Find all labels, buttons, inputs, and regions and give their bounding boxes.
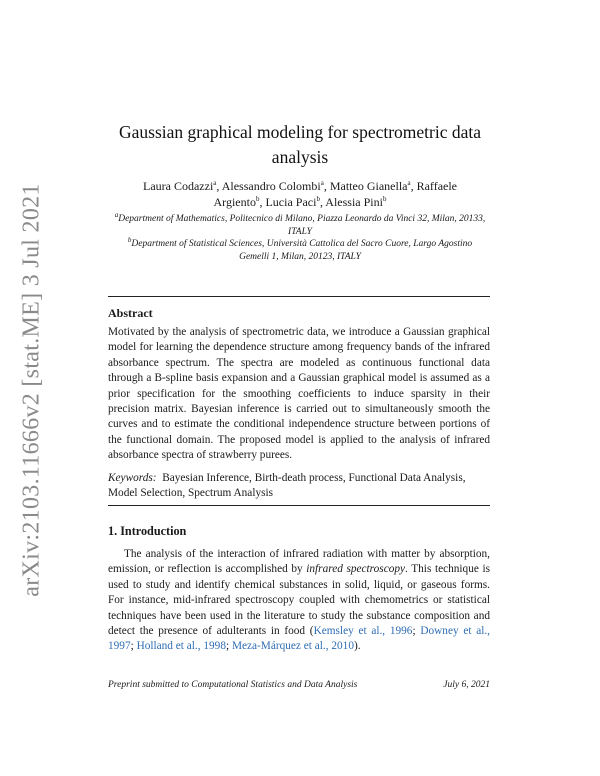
author: Raffaele Argiento$^b$ — [213, 179, 458, 209]
keywords — [108, 471, 490, 502]
citation-link[interactable]: Meza-Márquez et al., 2010 — [231, 640, 354, 653]
author: Laura Codazzi$^a$ — [142, 179, 217, 193]
author: Alessia Pini$^b$ — [325, 195, 387, 209]
citation-link[interactable]: Downey et al., 1997 — [108, 625, 491, 653]
arxiv-identifier-text: arXiv:2103.11666v2 [stat.ME] 3 Jul 2021 — [18, 183, 45, 597]
abstract-heading: Abstract — [108, 306, 153, 320]
keywords-label: Keywords: — [108, 472, 157, 484]
affiliation-b: $^b$Department of Statistical Sciences, Università Cattolica del Sacro Cuore, Largo Agostino Gemelli 1, Milan, 20123, ITALY — [127, 235, 473, 262]
footer-preprint-note: Preprint submitted to Computational Statistics and Data Analysis — [108, 680, 358, 690]
author-list: Laura Codazzi$^a$, Alessandro Colombi$^a$, Matteo Gianella$^a$, Raffaele Argiento$^b$, Lucia Paci$^b$, Alessia Pini$^b$ — [142, 179, 458, 209]
author: Alessandro Colombi$^a$ — [221, 179, 324, 193]
abstract-bottom-rule — [108, 505, 490, 506]
author: Matteo Gianella$^a$ — [329, 179, 411, 193]
introduction-paragraph: The analysis of the interaction of infrared radiation with matter by absorption, emission, or reflection is accomplished by infrared spectroscopy. This technique is used to study and identify chemical substances in solid, liquid, or gaseous forms. For instance, mid-infrared spectroscopy coupled with chemometrics or statistical techniques have been used in the literature to study the substance composition and detect the presence of adulterants in food (Kemsley et al., 1996; Downey et al., 1997; Holland et al., 1998; Meza-Márquez et al., 2010). — [108, 548, 491, 653]
citation-link[interactable]: Holland et al., 1998 — [136, 640, 226, 653]
arxiv-identifier — [2, 183, 62, 597]
section-heading-introduction: 1. Introduction — [108, 524, 187, 538]
abstract-top-rule — [108, 296, 490, 297]
affiliation-a: $^a$Department of Mathematics, Politecnico di Milano, Piazza Leonardo da Vinci 32, Milan, 20133, ITALY — [114, 210, 486, 237]
keywords-text: Bayesian Inference, Birth-death process, Functional Data Analysis, Model Selection, Spectrum Analysis — [108, 472, 466, 500]
author: Lucia Paci$^b$ — [265, 195, 320, 209]
abstract-body: Motivated by the analysis of spectrometric data, we introduce a Gaussian graphical model for learning the dependence structure among frequency bands of the infrared absorbance spectrum. The spectra are modeled as continuous functional data through a B-spline basis expansion and a Gaussian graphical model is assumed as a prior specification for the smoothing coefficients to induce sparsity in their precision matrix. Bayesian inference is carried out to simultaneously smooth the curves and to estimate the conditional independence structure between portions of the functional domain. The proposed model is applied to the analysis of infrared absorbance spectra of strawberry purees. — [108, 326, 490, 462]
footer-date: July 6, 2021 — [443, 680, 490, 690]
citation-link[interactable]: Kemsley et al., 1996 — [313, 625, 413, 638]
paper-title: Gaussian graphical modeling for spectrometric data analysis — [118, 122, 482, 167]
